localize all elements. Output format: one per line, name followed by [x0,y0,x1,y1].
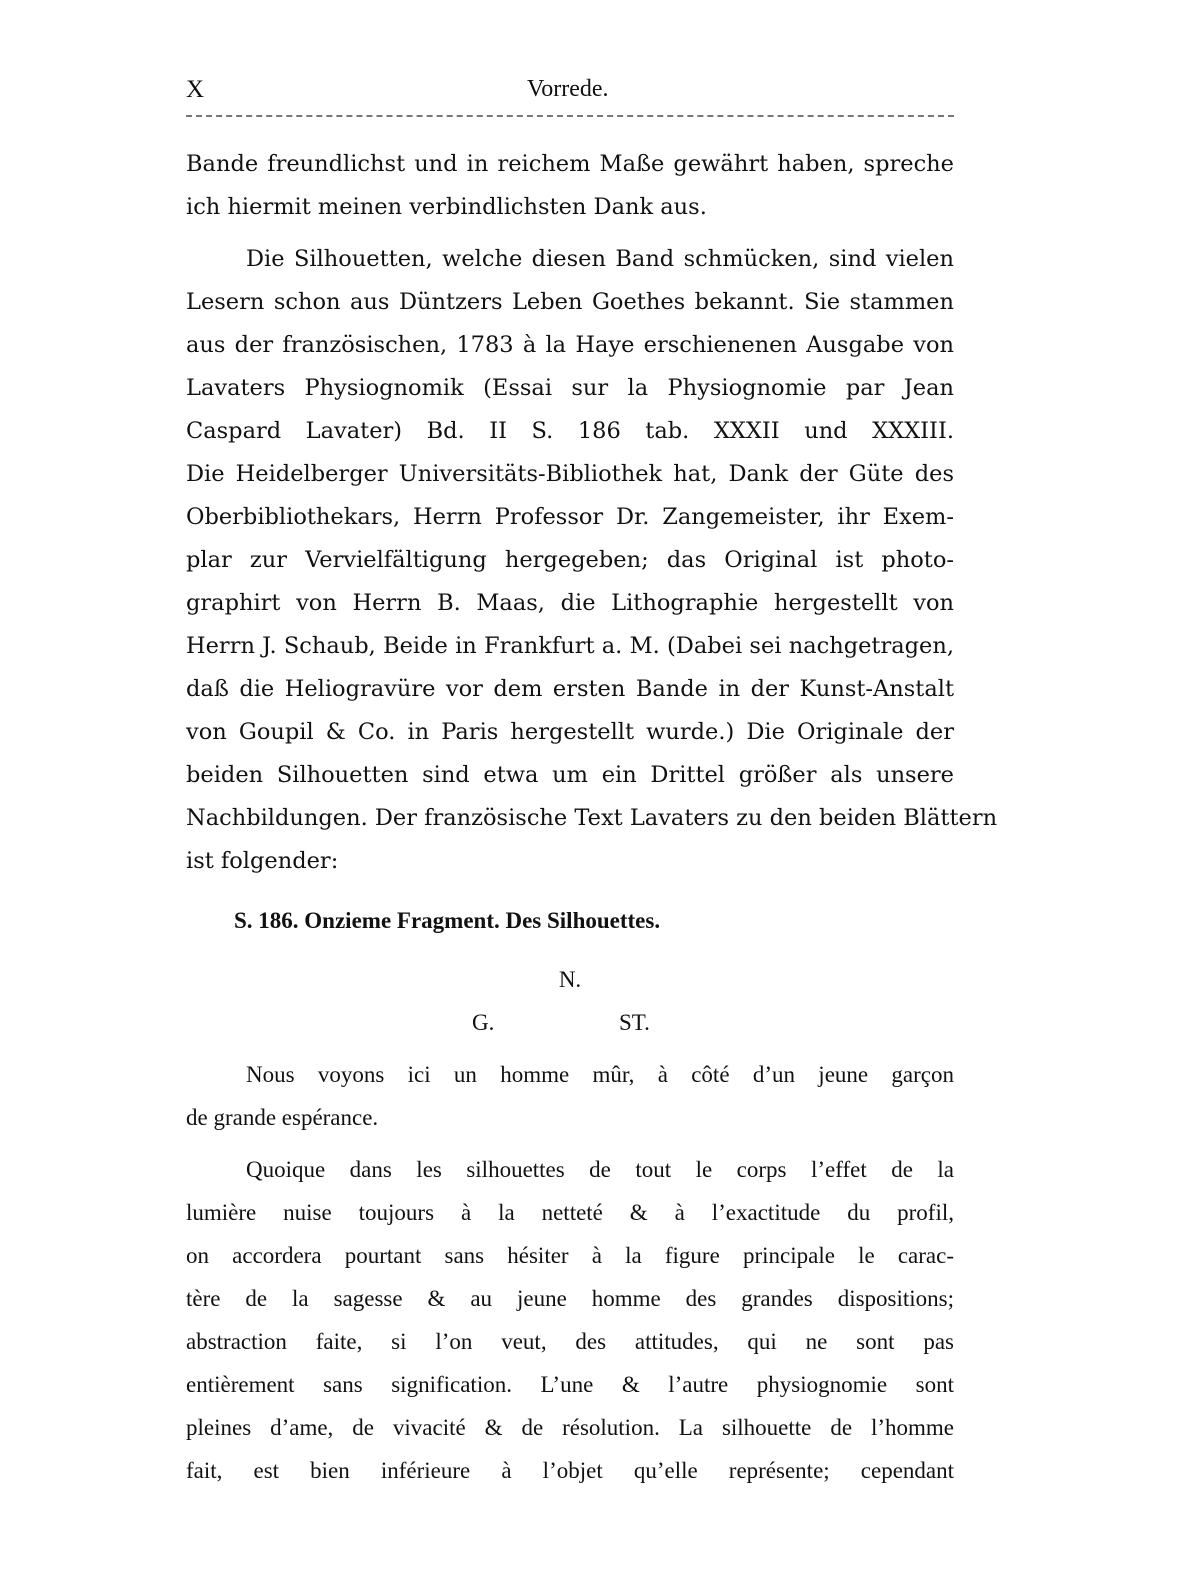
text-line: daß die Heliogravüre vor dem ersten Bande in der Kunst-Anstalt [186,676,954,702]
initials-row [186,1001,954,1044]
paragraph [186,1053,954,1139]
body-text [186,143,998,1492]
paragraph [186,143,954,229]
text-line: Caspard Lavater) Bd. II S. 186 tab. XXXII und XXXIII. [186,418,954,444]
text-line: Quoique dans les silhouettes de tout le corps l’effet de la [246,1157,954,1182]
text-line: Nous voyons ici un homme mûr, à côté d’un jeune garçon [246,1062,954,1087]
text-line: Bande freundlichst und in reichem Maße gewährt haben, spreche [186,151,954,177]
text-line: de grande espérance. [186,1105,379,1130]
text-line: graphirt von Herrn B. Maas, die Lithographie hergestellt von [186,590,954,616]
text-line: Lesern schon aus Düntzers Leben Goethes bekannt. Sie stammen [186,289,954,315]
header-rule [186,115,954,117]
text-line: on accordera pourtant sans hésiter à la figure principale le carac- [186,1243,954,1268]
text-line: von Goupil & Co. in Paris hergestellt wurde.) Die Originale der [186,719,954,745]
text-line: Die Silhouetten, welche diesen Band schmücken, sind vielen [246,246,954,272]
text-line: fait, est bien inférieure à l’objet qu’elle représente; cependant [186,1458,954,1483]
text-line: beiden Silhouetten sind etwa um ein Drittel größer als unsere [186,762,954,788]
text-line: abstraction faite, si l’on veut, des attitudes, qui ne sont pas [186,1329,954,1354]
text-line: plar zur Vervielfältigung hergegeben; das Original ist photo- [186,547,954,573]
text-line: Oberbibliothekars, Herrn Professor Dr. Zangemeister, ihr Exem- [186,504,954,530]
text-line: Herrn J. Schaub, Beide in Frankfurt a. M. (Dabei sei nachgetragen, [186,633,954,659]
paragraph [186,1148,954,1492]
page-number: X [186,76,206,103]
text-line: ist folgender: [186,848,339,874]
initial-n: N. [558,967,582,992]
paragraph [186,238,998,883]
text-line: entièrement sans signification. L’une & l’autre physiognomie sont [186,1372,954,1397]
fragment-heading: S. 186. Onzieme Fragment. Des Silhouettes. [234,908,661,933]
text-line: tère de la sagesse & au jeune homme des grandes dispositions; [186,1286,954,1311]
text-line: lumière nuise toujours à la netteté & à l’exactitude du profil, [186,1200,954,1225]
text-line: Die Heidelberger Universitäts-Bibliothek hat, Dank der Güte des [186,461,954,487]
running-head: Vorrede. [527,76,609,102]
text-line: Lavaters Physiognomik (Essai sur la Physiognomie par Jean [186,375,954,401]
text-line: aus der französischen, 1783 à la Haye erschienenen Ausgabe von [186,332,954,358]
text-line: ich hiermit meinen verbindlichsten Dank aus. [186,194,707,220]
initial-g: G. [472,1010,495,1035]
initial-st: ST. [619,1010,650,1035]
text-line: Nachbildungen. Der französische Text Lavaters zu den beiden Blättern [186,805,998,831]
text-line: pleines d’ame, de vivacité & de résolution. La silhouette de l’homme [186,1415,954,1440]
